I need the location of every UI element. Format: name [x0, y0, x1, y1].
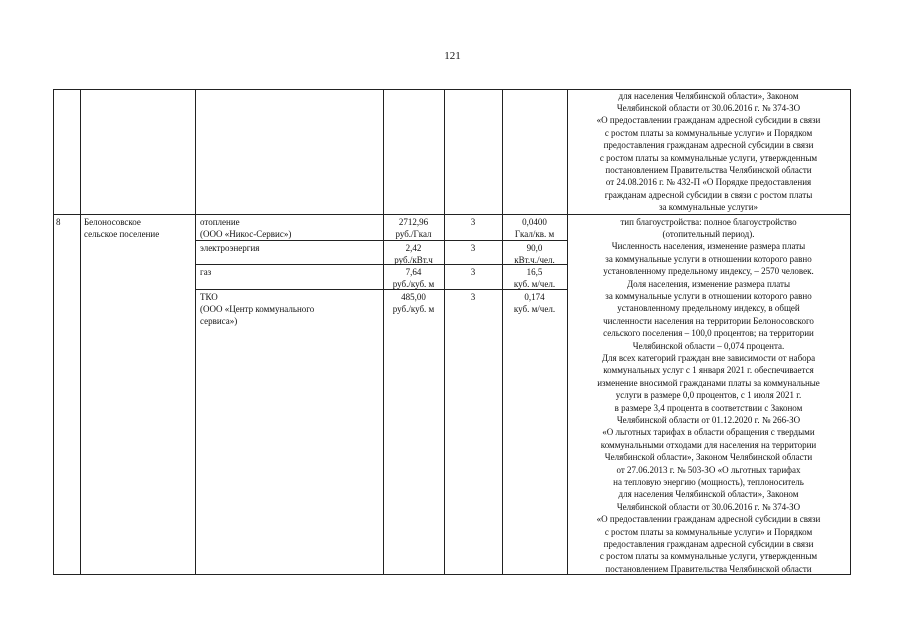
description-line: коммунальных услуг с 1 января 2021 г. обеспечивается: [603, 365, 814, 376]
continuation-line: для населения Челябинской области», Законом: [618, 90, 799, 101]
description-line: (отопительный период).: [662, 228, 755, 239]
service-name: электроэнергия: [200, 242, 260, 253]
description-line: с ростом платы за коммунальные услуги, утвержденным: [599, 551, 818, 562]
column-border: [502, 89, 503, 574]
description-line: за коммунальные услуги в отношении которого равно: [605, 253, 812, 264]
continuation-line: от 24.08.2016 г. № 432-П «О Порядке предоставления: [605, 177, 812, 188]
description-line: за коммунальные услуги в отношении которого равно: [605, 290, 812, 301]
service-index: 3: [470, 216, 476, 227]
service-volume: 90,0: [526, 242, 543, 253]
continuation-line: предоставления гражданам адресной субсидии в связи: [603, 140, 814, 151]
service-tariff: 2712,96: [398, 216, 429, 227]
service-tariff: 2,42: [405, 242, 422, 253]
continuation-line: постановлением Правительства Челябинской области: [605, 164, 812, 175]
service-name: ТКО: [200, 291, 218, 302]
description-line: на тепловую энергию (мощность), теплоноситель: [613, 476, 804, 487]
description-line: Челябинской области – 0,074 процента.: [632, 340, 785, 351]
column-border: [444, 89, 445, 574]
service-tariff: 7,64: [405, 266, 422, 277]
continuation-line: гражданам адресной субсидии в связи с ростом платы: [604, 189, 813, 200]
continuation-line: Челябинской области от 30.06.2016 г. № 374-ЗО: [616, 102, 801, 113]
continuation-line: «О предоставлении гражданам адресной субсидии в связи: [596, 115, 821, 126]
description-line: Для всех категорий граждан вне зависимости от набора: [601, 352, 816, 363]
continuation-line: с ростом платы за коммунальные услуги, утвержденным: [599, 152, 818, 163]
service-name: (ООО «Никос-Сервис»): [200, 228, 292, 239]
service-volume: куб. м/чел.: [513, 278, 556, 289]
service-volume: Гкал/кв. м: [514, 228, 555, 239]
service-tariff: руб./куб. м: [392, 278, 435, 289]
description-line: установленному предельному индексу, – 2570 человек.: [603, 266, 814, 277]
description-line: Численность населения, изменение размера платы: [611, 241, 806, 252]
description-line: для населения Челябинской области», Законом: [618, 489, 799, 500]
description-line: Челябинской области от 30.06.2016 г. № 374-ЗО: [616, 501, 801, 512]
description-line: сельского поселения – 100,0 процентов; на территории: [603, 328, 814, 339]
description-line: численности населения на территории Белоносовского: [603, 315, 814, 326]
column-border: [80, 89, 81, 574]
description-line: с ростом платы за коммунальные услуги» и Порядком: [604, 526, 813, 537]
page-number: 121: [444, 50, 461, 62]
service-name: газ: [200, 266, 212, 277]
column-border: [567, 89, 568, 574]
description-line: в размере 3,4 процента в соответствии с Законом: [614, 402, 803, 413]
continuation-line: за коммунальные услуги»: [658, 202, 759, 213]
entry-number: 8: [56, 216, 61, 227]
description-line: установленному предельному индексу, в общей: [617, 303, 800, 314]
description-line: коммунальными отходами для населения на территории: [600, 439, 817, 450]
service-volume: куб. м/чел.: [513, 303, 556, 314]
description-line: тип благоустройства: полное благоустройство: [620, 216, 797, 227]
description-line: услуги в размере 0,0 процентов, с 1 июля 2021 г.: [615, 390, 802, 401]
description-line: Челябинской области», Законом Челябинской области: [604, 452, 813, 463]
service-volume: 0,0400: [522, 216, 547, 227]
description-line: изменение вносимой гражданами платы за коммунальные: [597, 377, 820, 388]
service-name: (ООО «Центр коммунального: [200, 303, 315, 314]
municipality-name: сельское поселение: [84, 228, 160, 239]
service-tariff: руб./Гкал: [395, 228, 432, 239]
service-tariff: 485,00: [401, 291, 426, 302]
service-name: отопление: [200, 216, 240, 227]
municipality-name: Белоносовское: [84, 216, 141, 227]
column-border: [53, 89, 54, 574]
column-border: [195, 89, 196, 574]
description-line: постановлением Правительства Челябинской области: [605, 563, 812, 574]
description-line: предоставления гражданам адресной субсидии в связи: [603, 538, 814, 549]
service-volume: 0,174: [524, 291, 545, 302]
column-border: [383, 89, 384, 574]
service-index: 3: [470, 242, 476, 253]
continuation-line: с ростом платы за коммунальные услуги» и Порядком: [604, 127, 813, 138]
service-volume: 16,5: [526, 266, 543, 277]
description-line: Доля населения, изменение размера платы: [626, 278, 791, 289]
column-border: [850, 89, 851, 574]
service-index: 3: [470, 266, 476, 277]
description-line: «О льготных тарифах в области обращения с твердыми: [602, 427, 815, 438]
service-tariff: руб./куб. м: [392, 303, 435, 314]
service-name: сервиса»): [200, 316, 238, 327]
description-line: «О предоставлении гражданам адресной субсидии в связи: [596, 514, 821, 525]
description-line: от 27.06.2013 г. № 503-ЗО «О льготных тарифах: [616, 464, 801, 475]
description-line: Челябинской области от 01.12.2020 г. № 266-ЗО: [616, 414, 801, 425]
service-index: 3: [470, 291, 476, 302]
service-volume: кВт.ч./чел.: [514, 254, 555, 265]
service-tariff: руб./кВт.ч: [394, 254, 433, 265]
